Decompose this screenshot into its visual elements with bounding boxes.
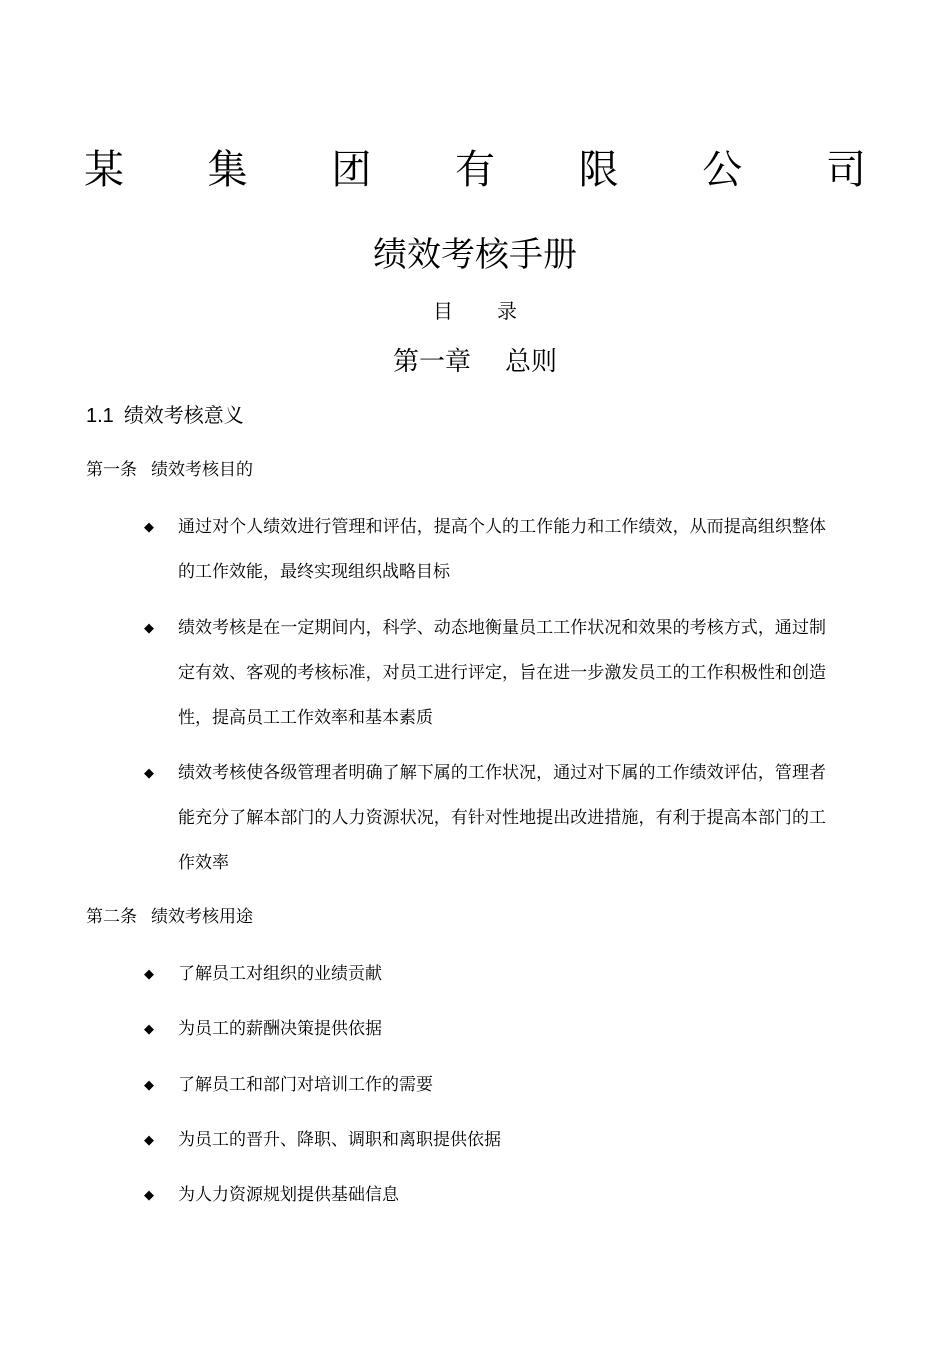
article-heading: [86, 457, 253, 483]
diamond-bullet-icon: ◆: [144, 1133, 154, 1148]
list-item-text: 绩效考核使各级管理者明确了解下属的工作状况，通过对下属的工作绩效评估，管理者能充分了解本部门的人力资源状况，有针对性地提出改进措施，有利于提高本部门的工作效率: [178, 763, 826, 873]
list-item-text: 了解员工和部门对培训工作的需要: [178, 1075, 433, 1095]
company-title-char: 团: [331, 147, 372, 193]
diamond-bullet-icon: ◆: [144, 1022, 154, 1037]
list-item: [140, 952, 840, 997]
section-heading: [86, 400, 244, 431]
diamond-bullet-icon: ◆: [144, 621, 154, 636]
chapter-heading: [0, 342, 950, 382]
list-item: [140, 1118, 840, 1163]
article-number: 第一条: [86, 460, 137, 480]
diamond-bullet-icon: ◆: [144, 1078, 154, 1093]
article-title: 绩效考核目的: [151, 460, 253, 480]
chapter-number: 第一章: [392, 347, 471, 377]
diamond-bullet-icon: ◆: [144, 967, 154, 982]
article-title: 绩效考核用途: [151, 907, 253, 927]
list-item-text: 为员工的薪酬决策提供依据: [178, 1019, 382, 1039]
list-item: [140, 1173, 840, 1218]
diamond-bullet-icon: ◆: [144, 520, 154, 535]
article-number: 第二条: [86, 907, 137, 927]
company-title-char: 集: [207, 147, 248, 193]
company-title-char: 限: [578, 147, 619, 193]
toc-heading-right: 录: [497, 299, 517, 323]
list-item-text: 绩效考核是在一定期间内，科学、动态地衡量员工工作状况和效果的考核方式，通过制定有效、客观的考核标准，对员工进行评定，旨在进一步激发员工的工作积极性和创造性，提高员工工作效率和基本素质: [178, 618, 826, 728]
list-item-text: 了解员工对组织的业绩贡献: [178, 964, 382, 984]
company-title-char: 公: [702, 147, 743, 193]
section-title: 绩效考核意义: [123, 403, 244, 427]
company-title-char: 司: [825, 147, 866, 193]
list-item: [140, 505, 840, 595]
diamond-bullet-icon: ◆: [144, 1188, 154, 1203]
list-item-text: 通过对个人绩效进行管理和评估，提高个人的工作能力和工作绩效，从而提高组织整体的工作效能，最终实现组织战略目标: [178, 517, 826, 582]
toc-heading: [0, 296, 950, 326]
list-item: [140, 606, 840, 741]
toc-heading-left: 目: [433, 299, 453, 323]
diamond-bullet-icon: ◆: [144, 766, 154, 781]
list-item: [140, 751, 840, 886]
list-item-text: 为员工的晋升、降职、调职和离职提供依据: [178, 1130, 501, 1150]
list-item: [140, 1063, 840, 1108]
manual-title: 绩效考核手册: [373, 235, 577, 275]
list-item: [140, 1007, 840, 1052]
company-title-char: 某: [84, 147, 124, 193]
company-title: [84, 140, 866, 200]
company-title-char: 有: [454, 147, 495, 193]
article-heading: [86, 904, 253, 930]
section-number: 1.1: [86, 405, 114, 427]
chapter-title: 总则: [505, 347, 558, 377]
list-item-text: 为人力资源规划提供基础信息: [178, 1185, 399, 1205]
